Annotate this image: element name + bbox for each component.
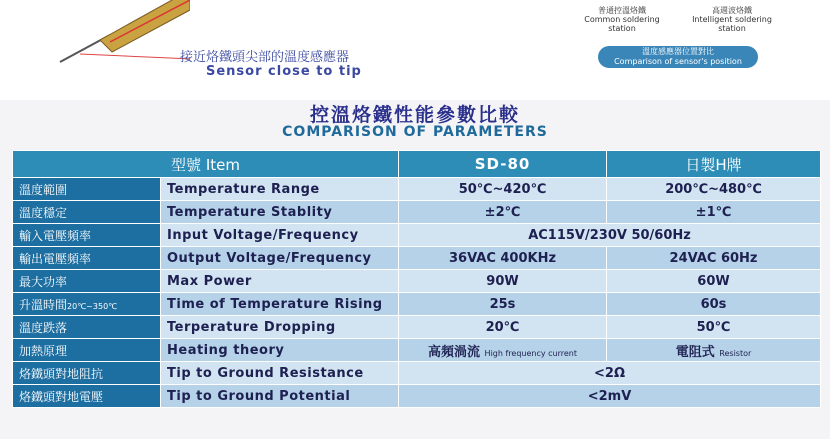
row-label-cn: 烙鐵頭對地阻抗 [13,362,161,385]
sensor-position-comparison-badge [598,46,758,68]
row-label-en: Heating theory [161,339,399,362]
row-label-en: Tip to Ground Resistance [161,362,399,385]
row-label-cn: 輸入電壓頻率 [13,224,161,247]
row-label-en: Temperature Range [161,178,399,201]
legend-common-cn: 普通控溫烙鐵 [598,6,646,15]
row-label-cn: 加熱原理 [13,339,161,362]
jp-value: 60W [607,270,821,293]
sd-value: 36VAC 400KHz [399,247,607,270]
header-item: 型號 Item [13,151,399,178]
parameters-table [12,150,821,408]
table-row [13,385,821,408]
table-row [13,270,821,293]
sd-value [399,339,607,362]
legend-common-station [582,6,662,33]
row-label-cn: 溫度跌落 [13,316,161,339]
jp-value-sub: Resistor [719,348,752,358]
sd-value: 90W [399,270,607,293]
row-label-cn: 溫度穩定 [13,201,161,224]
table-header-row [13,151,821,178]
table-row [13,316,821,339]
row-label-cn: 輸出電壓頻率 [13,247,161,270]
row-label-cn-text: 升溫時間 [19,297,68,312]
row-label-en: Tip to Ground Potential [161,385,399,408]
jp-value: ±1℃ [607,201,821,224]
jp-value: 24VAC 60Hz [607,247,821,270]
page-title-cn: 控溫烙鐵性能參數比較 [309,104,520,126]
shared-value: <2mV [399,385,821,408]
badge-en: Comparison of sensor's position [614,57,742,66]
row-label-en: Terperature Dropping [161,316,399,339]
sd-value-main: 高頻渦流 [428,344,481,360]
jp-value: 200℃~480℃ [607,178,821,201]
legend-common-en1: Common soldering [584,15,660,24]
jp-value [607,339,821,362]
legend-intel-cn: 高週波烙鐵 [712,6,752,15]
table-row [13,293,821,316]
sd-value: 20℃ [399,316,607,339]
badge-cn: 溫度感應器位置對比 [642,47,714,56]
header-japan-h: 日製H牌 [607,151,821,178]
sensor-caption-en: Sensor close to tip [206,64,362,79]
table-row [13,247,821,270]
soldering-tip-illustration [40,0,190,70]
header-sd80: SD-80 [399,151,607,178]
legend-intelligent-station [682,6,782,33]
row-label-cn [13,293,161,316]
sd-value: ±2℃ [399,201,607,224]
top-graphic-area [0,0,830,100]
row-label-cn-sub: 20℃~350℃ [67,301,118,311]
page-title-en: COMPARISON OF PARAMETERS [282,124,548,140]
sd-value-sub: High frequency current [484,348,578,358]
sd-value: 50℃~420℃ [399,178,607,201]
table-row [13,224,821,247]
row-label-cn: 溫度範圍 [13,178,161,201]
sd-value: 25s [399,293,607,316]
row-label-en: Max Power [161,270,399,293]
row-label-cn: 烙鐵頭對地電壓 [13,385,161,408]
row-label-cn: 最大功率 [13,270,161,293]
shared-value: <2Ω [399,362,821,385]
jp-value: 50℃ [607,316,821,339]
table-row [13,201,821,224]
jp-value: 60s [607,293,821,316]
jp-value-main: 電阻式 [675,344,715,360]
row-label-en: Temperature Stablity [161,201,399,224]
shared-value: AC115V/230V 50/60Hz [399,224,821,247]
sensor-caption-cn: 接近烙鐵頭尖部的溫度感應器 [180,50,350,65]
table-row [13,178,821,201]
row-label-en: Input Voltage/Frequency [161,224,399,247]
row-label-en: Output Voltage/Frequency [161,247,399,270]
row-label-en: Time of Temperature Rising [161,293,399,316]
table-row [13,362,821,385]
table-row [13,339,821,362]
legend-common-en2: station [608,24,636,33]
legend-intel-en2: station [718,24,746,33]
legend-intel-en1: Intelligent soldering [692,15,772,24]
